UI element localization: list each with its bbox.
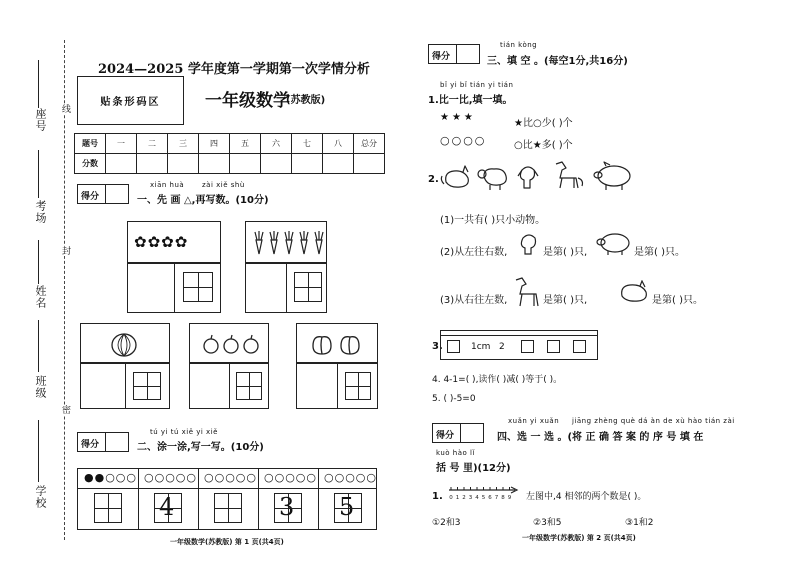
score-header-cell: 一	[106, 134, 137, 154]
side-label-room: 考场	[34, 200, 47, 224]
s4-q1-label: 1.	[432, 491, 443, 502]
score-header-cell: 四	[199, 134, 230, 154]
section1-heading: 一、先 画 △,再写数。(10分)	[137, 195, 269, 206]
written-number: 4	[159, 493, 175, 521]
q2c-text-3: 是第( )只。	[652, 295, 703, 306]
tian-grid-box[interactable]	[214, 493, 242, 523]
seat-line[interactable]	[38, 60, 40, 108]
ruler-tick-label: 8	[501, 495, 505, 501]
carrot-icon-group	[248, 228, 326, 256]
score-cell[interactable]	[323, 154, 354, 174]
flower-icon-group: ✿✿✿✿	[134, 233, 189, 251]
answer-panel-carrots[interactable]	[245, 263, 327, 313]
score-box-label: 得分	[432, 52, 451, 62]
q3-mid-2: 2	[499, 342, 505, 352]
strip-col-divider	[198, 469, 199, 529]
score-box-divider	[456, 45, 457, 63]
answer-panel-flowers[interactable]	[127, 263, 221, 313]
cat-icon	[441, 166, 468, 187]
footer-left: 一年级数学(苏教版) 第 1 页(共4页)	[170, 538, 284, 546]
option-2[interactable]: ②3和5	[533, 518, 562, 528]
ruler-tick-label: 4	[475, 495, 479, 501]
section2-strip	[77, 468, 377, 530]
picture-panel-peaches	[296, 323, 378, 363]
class-line[interactable]	[38, 320, 40, 372]
watermelon-icon	[109, 330, 139, 358]
bead-row[interactable]: ○○○○○	[204, 471, 257, 484]
bead-row[interactable]: ○○○○○	[264, 471, 317, 484]
score-header-cell: 八	[323, 134, 354, 154]
score-header-cell: 题号	[75, 134, 106, 154]
q2b-text-3: 是第( )只。	[634, 247, 685, 258]
tian-grid-box[interactable]	[236, 372, 262, 400]
side-label-name: 姓名	[34, 285, 47, 309]
ruler-tick-label: 0	[449, 495, 453, 501]
strip-col-divider	[318, 469, 319, 529]
tian-grid-box[interactable]	[154, 493, 182, 523]
star-question: ★比○少( )个	[514, 118, 573, 129]
option-1[interactable]: ①2和3	[432, 518, 461, 528]
pig-icon	[596, 230, 632, 256]
q1-pinyin: bǐ yi bǐ tián yi tián	[440, 81, 514, 89]
q3-label: 3.	[432, 341, 443, 352]
section4-score-box[interactable]	[432, 423, 484, 443]
section4-pinyin3: kuò hào lǐ	[436, 449, 475, 457]
star-row: ★★★	[440, 112, 476, 123]
dog-icon	[518, 167, 538, 188]
section1-pinyin1: xiān huà	[150, 181, 185, 189]
score-table	[74, 133, 385, 174]
score-cell[interactable]	[230, 154, 261, 174]
picture-panel-apples	[189, 323, 269, 363]
name-line[interactable]	[38, 240, 40, 284]
score-box-label: 得分	[81, 192, 100, 202]
panel-divider	[229, 364, 230, 408]
dog-icon	[517, 232, 541, 256]
option-3[interactable]: ③1和2	[625, 518, 654, 528]
animal-row	[438, 158, 658, 194]
seal-word-xian: 线	[60, 104, 70, 114]
score-header-cell: 三	[168, 134, 199, 154]
score-header-cell: 七	[292, 134, 323, 154]
room-line[interactable]	[38, 150, 40, 198]
bead-row[interactable]: ●●○○○	[84, 471, 137, 484]
q4-text: 4. 4-1=( ),读作( )减( )等于( )。	[432, 375, 563, 385]
score-header-cell: 总分	[354, 134, 385, 154]
score-cell[interactable]	[354, 154, 385, 174]
ruler-tick-label: 9	[507, 495, 512, 501]
q2b-text-2: 是第( )只,	[543, 247, 588, 258]
panel-divider	[286, 264, 287, 312]
seal-word-feng: 封	[60, 246, 70, 256]
q2b-text-1: (2)从左往右数,	[440, 247, 508, 258]
seal-line	[64, 40, 66, 540]
score-cell[interactable]	[106, 154, 137, 174]
answer-square[interactable]	[573, 340, 586, 353]
strip-col-divider	[138, 469, 139, 529]
q3-strip	[440, 330, 598, 360]
bead-row[interactable]: ○○○○○	[324, 471, 377, 484]
section1-pinyin2: zài xiě shù	[202, 181, 245, 189]
panel-divider	[125, 364, 126, 408]
side-label-class: 班级	[34, 375, 47, 399]
section3-pinyin: tián kòng	[500, 41, 538, 49]
ruler-tick-label: 7	[494, 495, 499, 501]
q1-text: 1.比一比,填一填。	[428, 95, 513, 106]
tian-grid-box[interactable]	[334, 493, 362, 523]
answer-panel-peaches[interactable]	[296, 363, 378, 409]
score-box-label: 得分	[81, 440, 100, 450]
panel-divider	[337, 364, 338, 408]
peach-icon-group	[309, 332, 365, 356]
q2c-text-2: 是第( )只,	[543, 295, 588, 306]
strip-top-rule	[441, 331, 597, 336]
bead-row[interactable]: ○○○○○	[144, 471, 197, 484]
written-number: 3	[279, 493, 295, 521]
school-line[interactable]	[38, 420, 40, 482]
section4-heading2: 括 号 里)(12分)	[436, 463, 511, 474]
seal-word-mi: 密	[60, 405, 70, 415]
horse-icon	[512, 276, 542, 308]
circle-row: ○○○○	[440, 134, 487, 147]
score-cell[interactable]	[168, 154, 199, 174]
ruler-tick-label: 6	[488, 495, 492, 501]
score-header-cell: 五	[230, 134, 261, 154]
side-label-seat: 座号	[34, 108, 47, 132]
footer-right: 一年级数学(苏教版) 第 2 页(共4页)	[522, 534, 636, 542]
q2c-text-1: (3)从右往左数,	[440, 295, 508, 306]
section2-score-box[interactable]	[77, 432, 129, 452]
s4-q1-text: 左图中,4 相邻的两个数是( )。	[526, 492, 647, 502]
section2-pinyin: tú yi tú xiě yi xiě	[150, 428, 218, 436]
picture-panel-flowers	[127, 221, 221, 263]
section4-heading: 四、选 一 选 。(将 正 确 答 案 的 序 号 填 在	[497, 432, 704, 443]
answer-panel-apples[interactable]	[189, 363, 269, 409]
apple-icon-group	[202, 334, 260, 356]
tian-grid-box[interactable]	[294, 272, 322, 302]
score-header-cell: 二	[137, 134, 168, 154]
barcode-label: 贴条形码区	[100, 97, 161, 108]
section2-heading: 二、涂一涂,写一写。(10分)	[137, 442, 264, 453]
horse-icon	[556, 162, 583, 188]
score-table-score-row	[75, 154, 385, 174]
strip-col-divider	[258, 469, 259, 529]
section3-score-box[interactable]	[428, 44, 480, 64]
score-box-divider	[105, 433, 106, 451]
answer-square[interactable]	[547, 340, 560, 353]
score-table-header-row	[75, 134, 385, 154]
q5-text: 5. ( )-5=0	[432, 394, 476, 404]
strip-row-divider	[78, 488, 376, 489]
ruler-tick-label: 3	[468, 495, 473, 501]
number-ruler	[447, 482, 519, 504]
ruler-tick-label: 1	[455, 495, 460, 501]
pig-icon	[594, 162, 630, 190]
tian-grid-box[interactable]	[274, 493, 302, 523]
q2-label: 2.	[428, 174, 439, 185]
picture-panel-carrots	[245, 221, 327, 263]
side-label-school: 学校	[34, 485, 47, 509]
picture-panel-watermelon	[80, 323, 170, 363]
sheep-icon	[478, 169, 506, 190]
ruler-tick-label: 5	[481, 495, 486, 501]
answer-panel-watermelon[interactable]	[80, 363, 170, 409]
score-box-divider	[460, 424, 461, 442]
score-cell[interactable]	[292, 154, 323, 174]
section4-pinyin1: xuǎn yi xuǎn	[508, 417, 560, 425]
score-header-cell: 六	[261, 134, 292, 154]
answer-square[interactable]	[521, 340, 534, 353]
score-cell[interactable]	[199, 154, 230, 174]
exam-edition: (苏教版)	[286, 95, 326, 106]
tian-grid-box[interactable]	[345, 372, 371, 400]
score-box-label: 得分	[436, 431, 455, 441]
answer-square[interactable]	[447, 340, 460, 353]
exam-subtitle: 一年级数学	[205, 91, 290, 111]
score-row-label: 分数	[75, 154, 106, 174]
score-box-divider	[105, 185, 106, 203]
section1-score-box[interactable]	[77, 184, 129, 204]
q2a-text: (1)一共有( )只小动物。	[440, 215, 546, 226]
tian-grid-box[interactable]	[94, 493, 122, 523]
score-cell[interactable]	[137, 154, 168, 174]
tian-grid-box[interactable]	[133, 372, 161, 400]
score-cell[interactable]	[261, 154, 292, 174]
cat-icon	[618, 280, 652, 306]
ruler-tick-label: 2	[462, 495, 466, 501]
panel-divider	[174, 264, 175, 312]
q3-mid-1: 1cm	[471, 342, 491, 352]
barcode-area	[77, 76, 184, 125]
written-number: 5	[339, 493, 355, 521]
tian-grid-box[interactable]	[183, 272, 213, 302]
section4-pinyin2: jiāng zhèng què dá àn de xù hào tián zài	[572, 417, 735, 425]
circle-question: ○比★多( )个	[514, 140, 573, 151]
section3-heading: 三、填 空 。(每空1分,共16分)	[487, 56, 628, 67]
exam-title: 2024—2025 学年度第一学期第一次学情分析	[98, 62, 370, 77]
